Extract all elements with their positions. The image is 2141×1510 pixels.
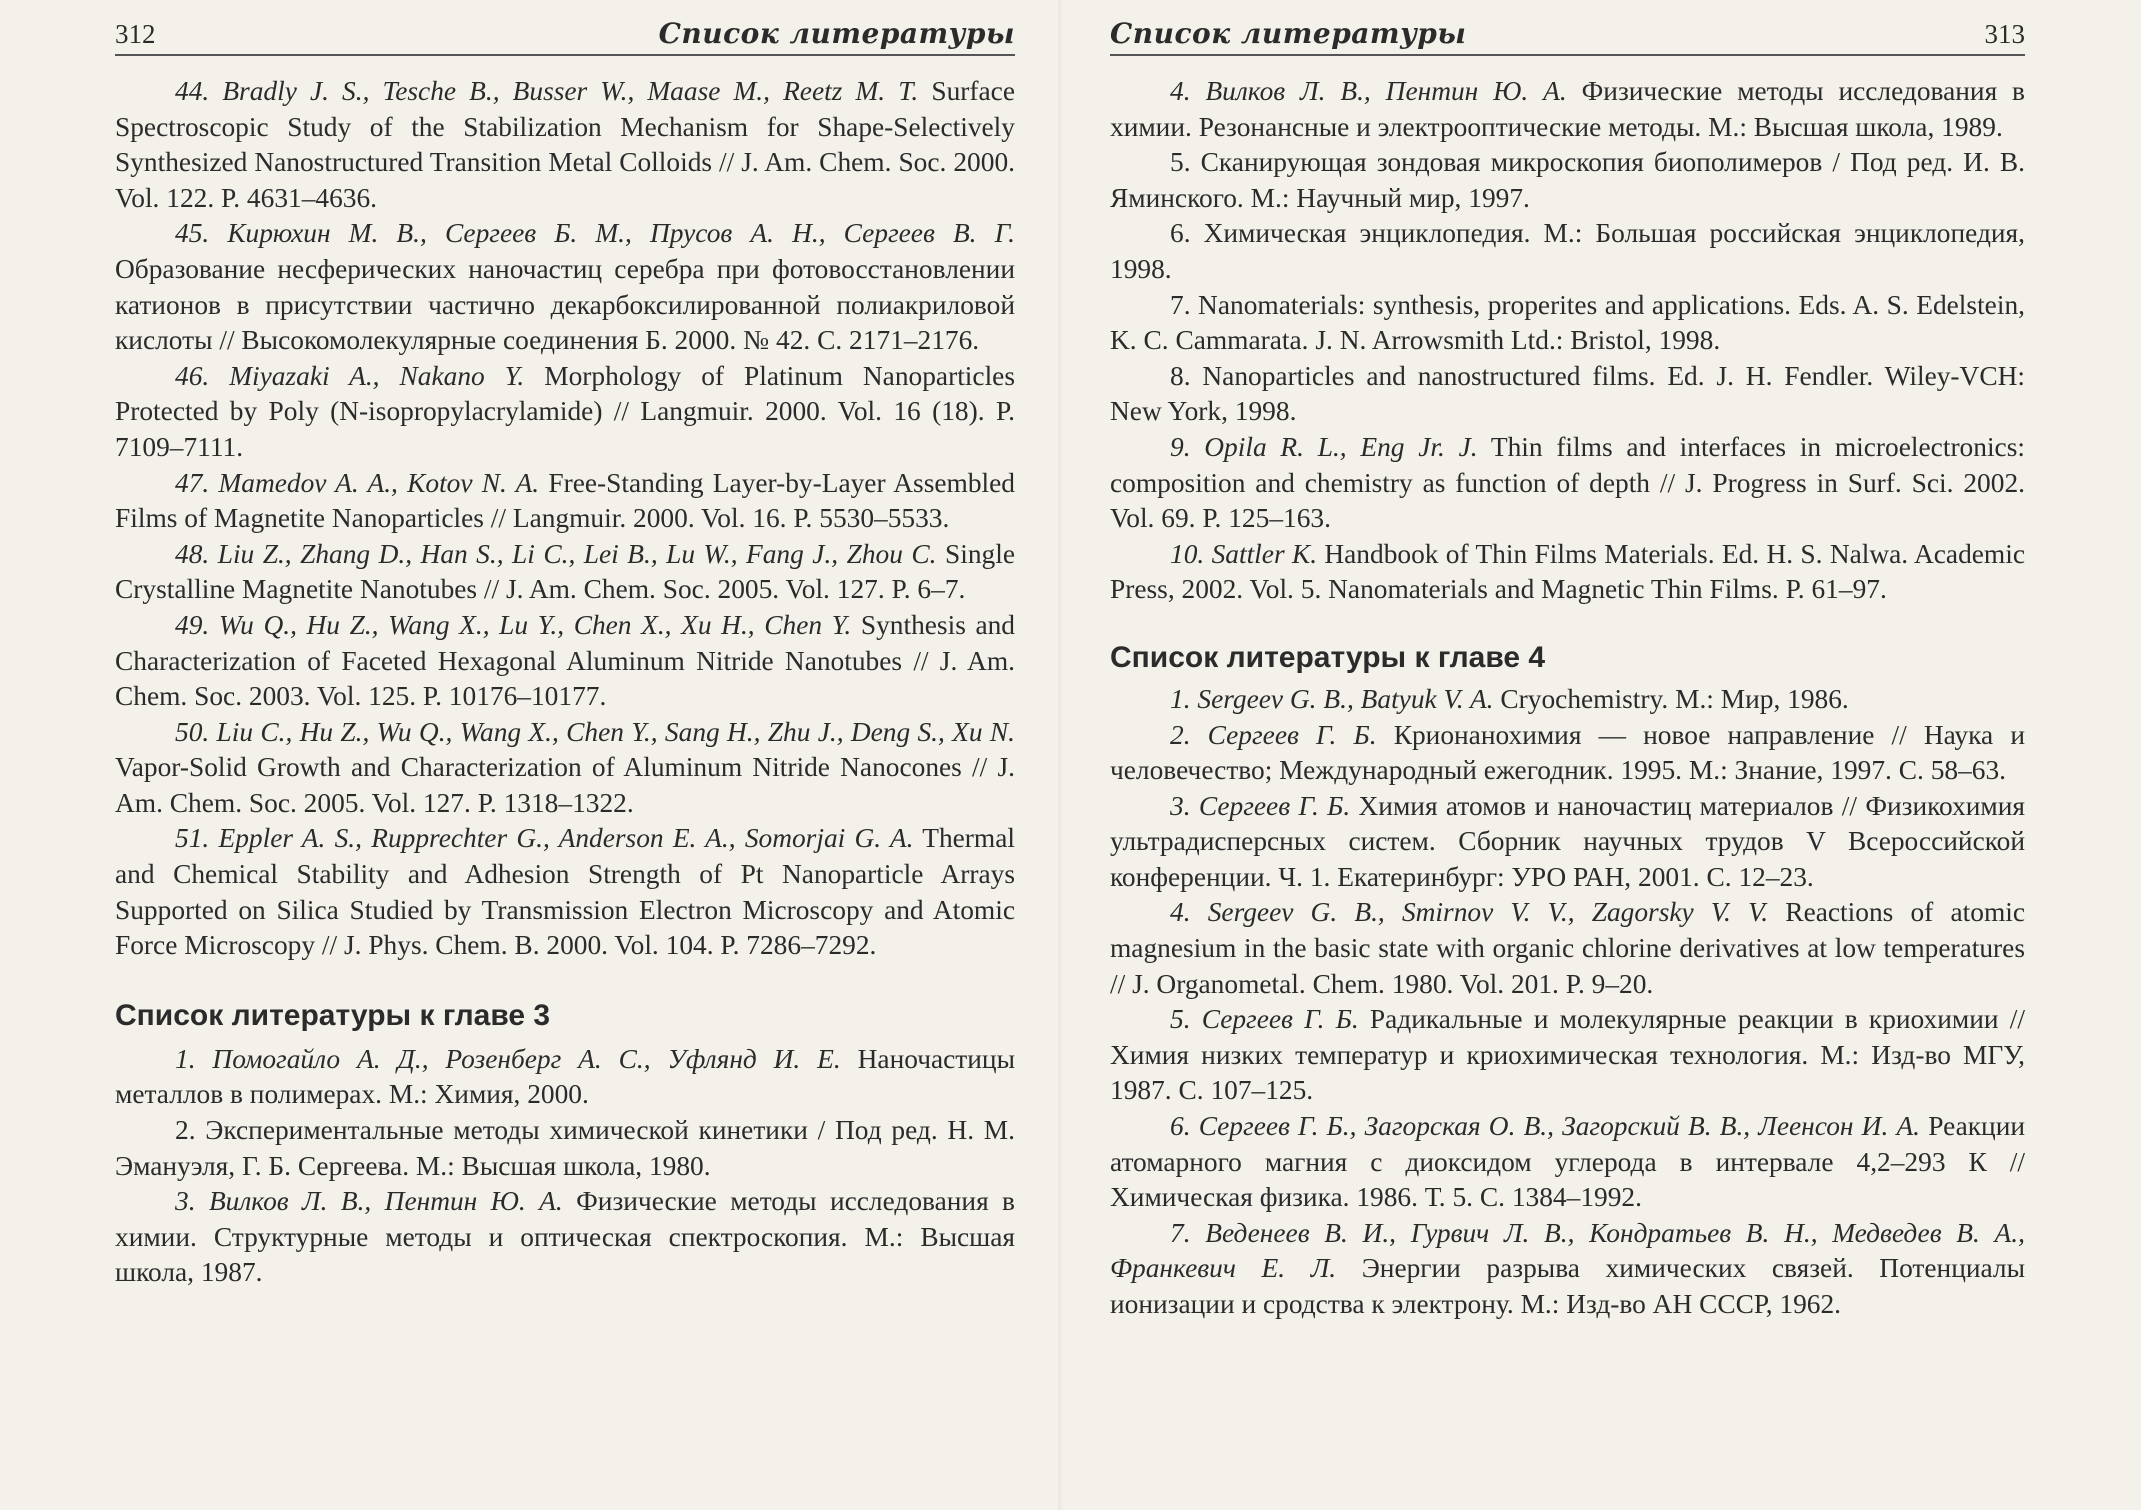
reference-authors: 3. Вилков Л. В., Пентин Ю. А.: [175, 1186, 563, 1217]
reference-authors: 4. Вилков Л. В., Пентин Ю. А.: [1170, 76, 1567, 106]
left-page: [0, 0, 1060, 1510]
reference-text: Reactions of atomic magnesium in the basic state with organic chlorine derivatives at low temperatures // J. Organometal. Chem. 1980. Vol. 201. P. 9–20.: [1110, 897, 2026, 999]
reference-authors: 1. Sergeev G. B., Batyuk V. A.: [1170, 683, 1494, 714]
reference-text: Образование несферических наночастиц серебра при фотовосстановлении катионов в присутствии частично декарбоксилированной полиакриловой кислоты // Высокомолекулярные соединения Б. 2000. № 42. С. 2171–2176.: [115, 253, 1015, 356]
reference-text: Энергии разрыва химических связей. Потенциалы ионизации и сродства к электрону. М.: Изд-во АН СССР, 1962.: [1110, 1253, 2025, 1319]
reference-text: Химия атомов и наночастиц материалов // Физикохимия ультрадисперсных систем. Сборник научных трудов V Всероссийской конференции. Ч. 1. Екатеринбург: УРО РАН, 2001. С. 12–23.: [1110, 790, 2025, 892]
page-number: 313: [1984, 19, 2025, 49]
reference-text: 8. Nanoparticles and nanostructured films. Ed. J. H. Fendler. Wiley-VCH: New York, 1998.: [1110, 360, 2025, 427]
reference-entry: [1110, 1002, 2025, 1109]
reference-entry: [115, 74, 1015, 216]
reference-entry: [1110, 430, 2025, 537]
running-title: Список литературы: [1110, 17, 1467, 50]
reference-text: Cryochemistry. M.: Мир, 1986.: [1493, 683, 1849, 714]
reference-text: Surface Spectroscopic Study of the Stabilization Mechanism for Shape-Selectively Synthesized Nanostructured Transition Metal Colloids // J. Am. Chem. Soc. 2000. Vol. 122. P. 4631–4636.: [115, 76, 1015, 213]
reference-text: 6. Химическая энциклопедия. М.: Большая российская энциклопедия, 1998.: [1110, 218, 2025, 284]
section-title: Список литературы к главе 4: [1110, 640, 1546, 674]
reference-authors: 3. Сергеев Г. Б.: [1170, 790, 1351, 821]
reference-text: Реакции атомарного магния с диоксидом углерода в интервале 4,2–293 К // Химическая физика. 1986. Т. 5. С. 1384–1992.: [1110, 1111, 2026, 1213]
reference-text: 7. Nanomaterials: synthesis, properites and applications. Eds. A. S. Edelstein, K. C. Cammarata. J. N. Arrowsmith Ltd.: Bristol, 1998.: [1110, 289, 2025, 356]
reference-text: Synthesis and Characterization of Faceted Hexagonal Aluminum Nitride Nanotubes // J. Am. Chem. Soc. 2003. Vol. 125. P. 10176–10177.: [115, 609, 1016, 712]
reference-text: Single Crystalline Magnetite Nanotubes // J. Am. Chem. Soc. 2005. Vol. 127. P. 6–7.: [115, 538, 1015, 605]
reference-authors: 1. Помогайло А. Д., Розенберг А. С., Уфлянд И. Е.: [175, 1043, 841, 1074]
reference-entry: [115, 1184, 1015, 1291]
reference-authors: 45. Кирюхин М. В., Сергеев Б. М., Прусов А. Н., Сергеев В. Г.: [175, 218, 1015, 249]
right-page: [1060, 0, 2141, 1510]
reference-entry: [1110, 1216, 2025, 1323]
reference-group: [1110, 74, 2025, 608]
reference-text: Физические методы исследования в химии. Резонансные и электрооптические методы. М.: Высшая школа, 1989.: [1110, 76, 2025, 142]
reference-entry: [1110, 216, 2025, 287]
reference-authors: 50. Liu C., Hu Z., Wu Q., Wang X., Chen Y., Sang H., Zhu J., Deng S., Xu N.: [175, 716, 1015, 747]
reference-entry: [115, 216, 1015, 358]
running-head: [115, 14, 1015, 56]
reference-entry: [1110, 718, 2025, 789]
reference-text: Vapor-Solid Growth and Characterization of Aluminum Nitride Nanocones // J. Am. Chem. Soc. 2005. Vol. 127. P. 1318–1322.: [115, 752, 1015, 818]
reference-list: [115, 74, 1015, 1291]
reference-authors: 6. Сергеев Г. Б., Загорская О. В., Загорский В. В., Леенсон И. А.: [1170, 1111, 1921, 1142]
reference-text: Free-Standing Layer-by-Layer Assembled Films of Magnetite Nanoparticles // Langmuir. 2000. Vol. 16. P. 5530–5533.: [115, 467, 1015, 534]
reference-authors: 7. Веденеев В. И., Гурвич Л. В., Кондратьев В. Н., Медведев В. А., Франкевич Е. Л.: [1110, 1217, 2025, 1284]
reference-text: 5. Сканирующая зондовая микроскопия биополимеров / Под ред. И. В. Яминского. М.: Научный мир, 1997.: [1110, 147, 2025, 213]
reference-group: [1110, 682, 2025, 1323]
section-title: Список литературы к главе 3: [115, 998, 551, 1032]
reference-authors: 48. Liu Z., Zhang D., Han S., Li C., Lei B., Lu W., Fang J., Zhou C.: [175, 538, 937, 569]
reference-authors: 5. Сергеев Г. Б.: [1170, 1004, 1359, 1035]
reference-authors: 4. Sergeev G. B., Smirnov V. V., Zagorsky V. V.: [1170, 897, 1769, 928]
reference-entry: [115, 1042, 1015, 1113]
page-number: 312: [115, 19, 156, 49]
reference-authors: 46. Miyazaki A., Nakano Y.: [175, 360, 525, 391]
reference-text: Morphology of Platinum Nanoparticles Protected by Poly (N-isopropylacrylamide) // Langmuir. 2000. Vol. 16 (18). P. 7109–7111.: [115, 360, 1015, 462]
reference-entry: [115, 1113, 1015, 1184]
reference-text: Крионанохимия — новое направление // Наука и человечество; Международный ежегодник. 1995. М.: Знание, 1997. С. 58–63.: [1110, 719, 2025, 786]
reference-text: Радикальные и молекулярные реакции в криохимии // Химия низких температур и криохимическая технология. М.: Изд-во МГУ, 1987. С. 107–125.: [1110, 1004, 2025, 1106]
reference-entry: [115, 821, 1015, 963]
reference-group: [115, 74, 1015, 964]
reference-text: Thermal and Chemical Stability and Adhesion Strength of Pt Nanoparticle Arrays Supported on Silica Studied by Transmission Electron Microscopy and Atomic Force Microscopy // J. Phys. Chem. B. 2000. Vol. 104. P. 7286–7292.: [115, 823, 1015, 961]
reference-entry: [1110, 288, 2025, 359]
reference-authors: 9. Opila R. L., Eng Jr. J.: [1170, 431, 1478, 462]
reference-entry: [115, 715, 1015, 822]
reference-entry: [1110, 537, 2025, 608]
reference-entry: [115, 359, 1015, 466]
reference-entry: [1110, 74, 2025, 145]
reference-entry: [115, 466, 1015, 537]
reference-authors: 44. Bradly J. S., Tesche B., Busser W., Maase M., Reetz M. T.: [175, 76, 919, 106]
reference-authors: 47. Mamedov A. A., Kotov N. A.: [175, 467, 540, 498]
reference-text: Thin films and interfaces in microelectronics: composition and chemistry as function of depth // J. Progress in Surf. Sci. 2002. Vol. 69. P. 125–163.: [1110, 431, 2025, 534]
reference-authors: 10. Sattler K.: [1170, 538, 1318, 569]
reference-text: Наночастицы металлов в полимерах. М.: Химия, 2000.: [115, 1043, 1015, 1110]
running-head: [1110, 14, 2025, 56]
reference-entry: [1110, 789, 2025, 896]
reference-entry: [1110, 1109, 2025, 1216]
reference-authors: 51. Eppler A. S., Rupprechter G., Anderson E. A., Somorjai G. A.: [175, 823, 914, 854]
running-title: Список литературы: [658, 17, 1015, 50]
reference-authors: 49. Wu Q., Hu Z., Wang X., Lu Y., Chen X., Xu H., Chen Y.: [175, 609, 852, 640]
reference-text: Физические методы исследования в химии. Структурные методы и оптическая спектроскопия. М.: Высшая школа, 1987.: [115, 1186, 1015, 1288]
reference-entry: [115, 608, 1015, 715]
reference-entry: [1110, 359, 2025, 430]
reference-text: Handbook of Thin Films Materials. Ed. H. S. Nalwa. Academic Press, 2002. Vol. 5. Nanomaterials and Magnetic Thin Films. P. 61–97.: [1110, 538, 2025, 605]
reference-list: [1110, 74, 2025, 1323]
reference-text: 2. Экспериментальные методы химической кинетики / Под ред. Н. М. Эмануэля, Г. Б. Сергеева. М.: Высшая школа, 1980.: [115, 1115, 1015, 1181]
reference-entry: [1110, 895, 2025, 1002]
reference-entry: [1110, 145, 2025, 216]
reference-authors: 2. Сергеев Г. Б.: [1170, 719, 1377, 750]
reference-group: [115, 1042, 1015, 1291]
reference-entry: [1110, 682, 2025, 718]
reference-entry: [115, 537, 1015, 608]
